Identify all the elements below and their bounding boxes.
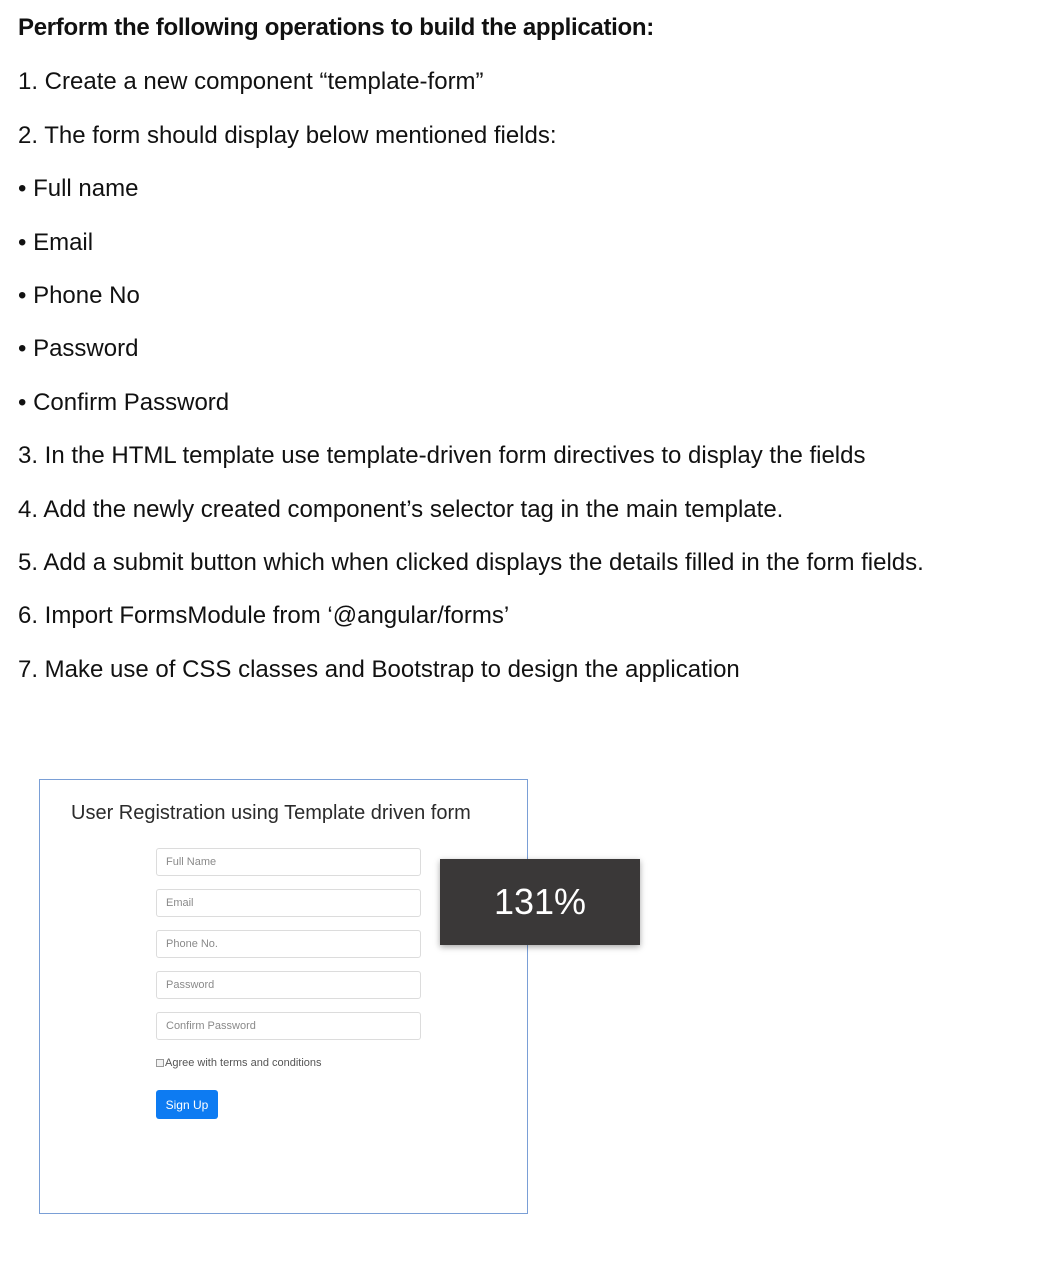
password-input[interactable] [156, 971, 421, 999]
step-submit-button: 5. Add a submit button which when clicked displays the details filled in the form fields. [18, 549, 924, 576]
confirm-password-input[interactable] [156, 1012, 421, 1040]
form-title: User Registration using Template driven form [71, 802, 471, 824]
terms-checkbox-row[interactable] [156, 1057, 322, 1069]
phone-input[interactable] [156, 930, 421, 958]
document-heading: Perform the following operations to build the application: [18, 14, 654, 41]
bullet-confirm-password: • Confirm Password [18, 389, 230, 416]
step-create-component: 1. Create a new component “template-form” [18, 68, 484, 95]
bullet-full-name: • Full name [18, 175, 139, 202]
terms-checkbox-label: Agree with terms and conditions [165, 1057, 322, 1069]
terms-checkbox[interactable] [156, 1059, 164, 1067]
step-css-bootstrap: 7. Make use of CSS classes and Bootstrap to design the application [18, 656, 740, 683]
email-input[interactable] [156, 889, 421, 917]
sign-up-button[interactable]: Sign Up [156, 1090, 218, 1119]
step-template-directives: 3. In the HTML template use template-driven form directives to display the fields [18, 442, 866, 469]
bullet-email: • Email [18, 229, 94, 256]
registration-form-screenshot [39, 779, 528, 1214]
zoom-level-indicator: 131% [440, 859, 640, 945]
full-name-input[interactable] [156, 848, 421, 876]
step-form-fields: 2. The form should display below mentioned fields: [18, 122, 557, 149]
step-selector-tag: 4. Add the newly created component’s selector tag in the main template. [18, 496, 784, 523]
step-import-formsmodule: 6. Import FormsModule from ‘@angular/forms’ [18, 602, 510, 629]
bullet-password: • Password [18, 335, 139, 362]
bullet-phone: • Phone No [18, 282, 140, 309]
